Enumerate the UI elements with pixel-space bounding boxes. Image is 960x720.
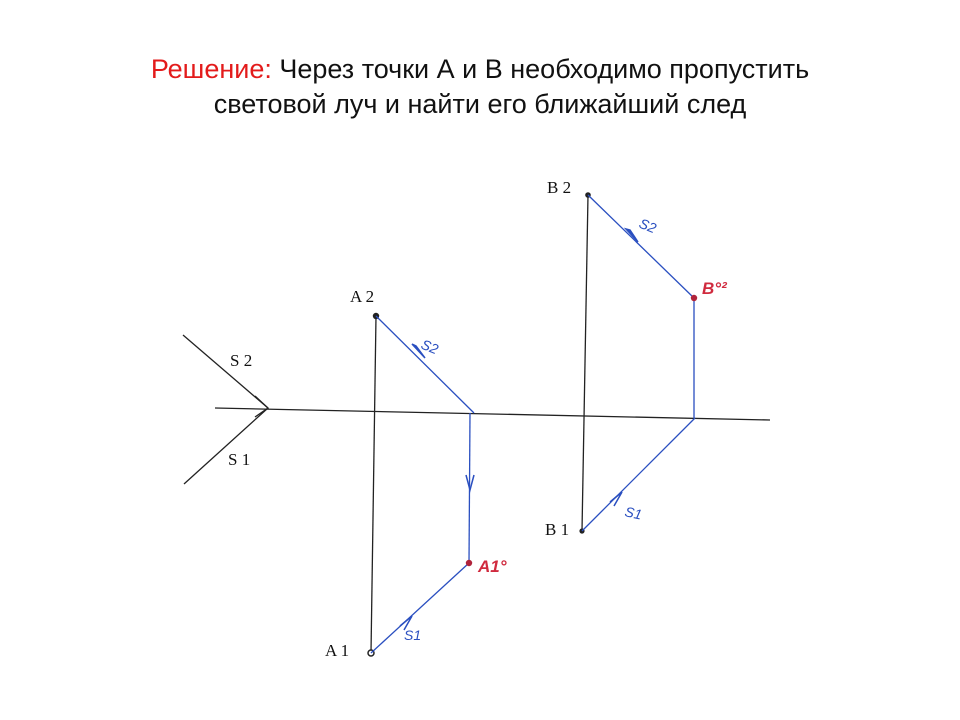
b-ray-construction <box>582 195 695 531</box>
a-link-line <box>371 316 376 653</box>
title-line-1: Через точки А и В необходимо пропустить <box>271 54 810 84</box>
b-link-line <box>582 195 588 531</box>
label-b-s1: S1 <box>623 503 644 523</box>
label-a-s2: S2 <box>418 335 441 358</box>
b-s2-arrow <box>626 229 638 242</box>
label-b1: B 1 <box>545 520 570 539</box>
label-s2-legend: S 2 <box>230 351 253 370</box>
a-trace-point <box>466 560 472 566</box>
label-b2: B 2 <box>547 178 572 197</box>
label-a-s1: S1 <box>404 627 422 643</box>
label-b-s2: S2 <box>636 214 659 237</box>
label-s1-legend: S 1 <box>228 450 251 469</box>
label-a2: A 2 <box>350 287 375 306</box>
b-s1-arrow <box>610 492 622 506</box>
label-b-trace: B°² <box>702 279 727 298</box>
title-lead: Решение: <box>150 54 272 84</box>
b-trace-point <box>691 295 697 301</box>
label-a1: A 1 <box>325 641 350 660</box>
a-ray-construction <box>371 316 474 653</box>
label-a-trace: A1° <box>478 557 507 576</box>
title-line-2: световой луч и найти его ближайший след <box>213 89 747 119</box>
projection-axis <box>215 408 770 420</box>
s1-legend-line <box>184 408 268 484</box>
